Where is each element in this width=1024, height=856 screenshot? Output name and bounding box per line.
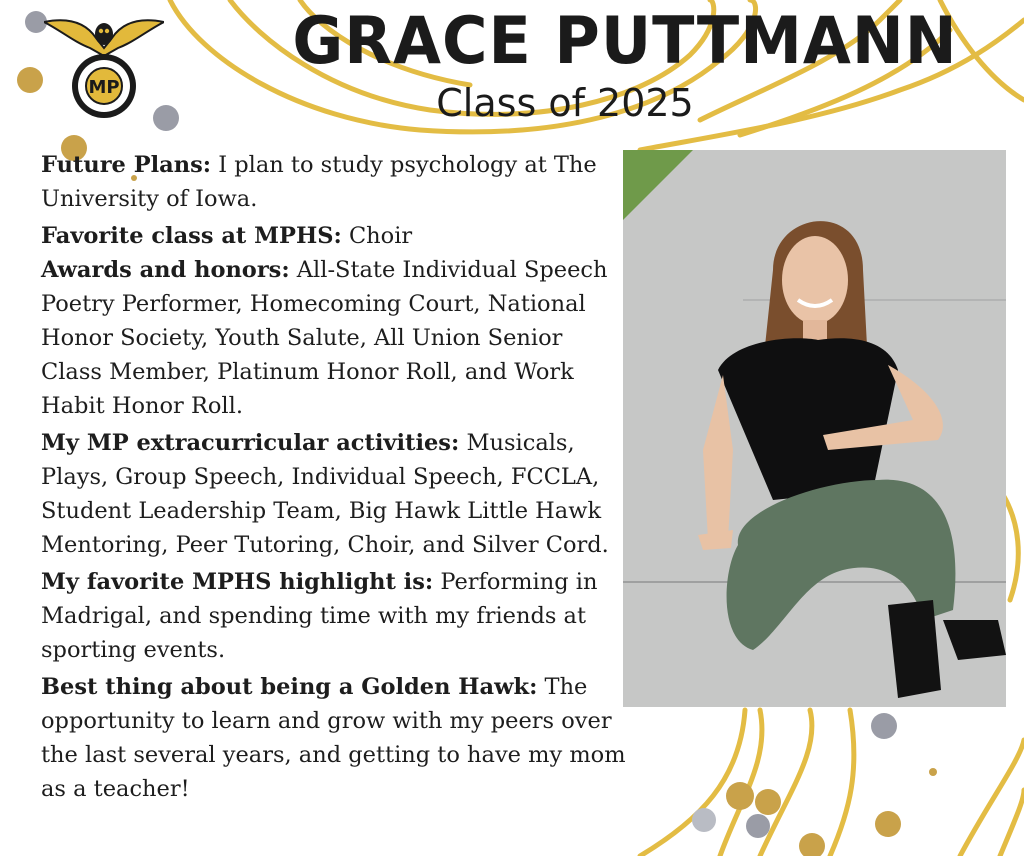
logo-monogram: MP (88, 77, 120, 98)
student-name-title: GRACE PUTTMANN (292, 2, 958, 79)
class-year-subtitle: Class of 2025 (436, 81, 694, 125)
bio-section (41, 148, 626, 809)
favorite-highlight: My favorite MPHS highlight is: Performing in Madrigal, and spending time with my friends at sporting events. (41, 569, 598, 663)
hawk-logo-icon (44, 8, 164, 128)
extracurricular-activities: My MP extracurricular activities: Musicals, Plays, Group Speech, Individual Speech, FCCLA, Student Leadership Team, Big Hawk Little Hawk Mentoring, Peer Tutoring, Choir, and Silver Cord. (41, 430, 609, 558)
future-plans: Future Plans: I plan to study psychology at The University of Iowa. (41, 152, 597, 212)
favorite-class: Favorite class at MPHS: Choir (41, 223, 413, 249)
senior-portrait-photo (623, 150, 1006, 707)
awards-honors: Awards and honors: All-State Individual Speech Poetry Performer, Homecoming Court, National Honor Society, Youth Salute, All Union Senior Class Member, Platinum Honor Roll, and Work Habit Honor Roll. (41, 257, 608, 419)
golden-hawk: Best thing about being a Golden Hawk: The opportunity to learn and grow with my peers over the last several years, and getting to have my mom as a teacher! (41, 674, 626, 802)
